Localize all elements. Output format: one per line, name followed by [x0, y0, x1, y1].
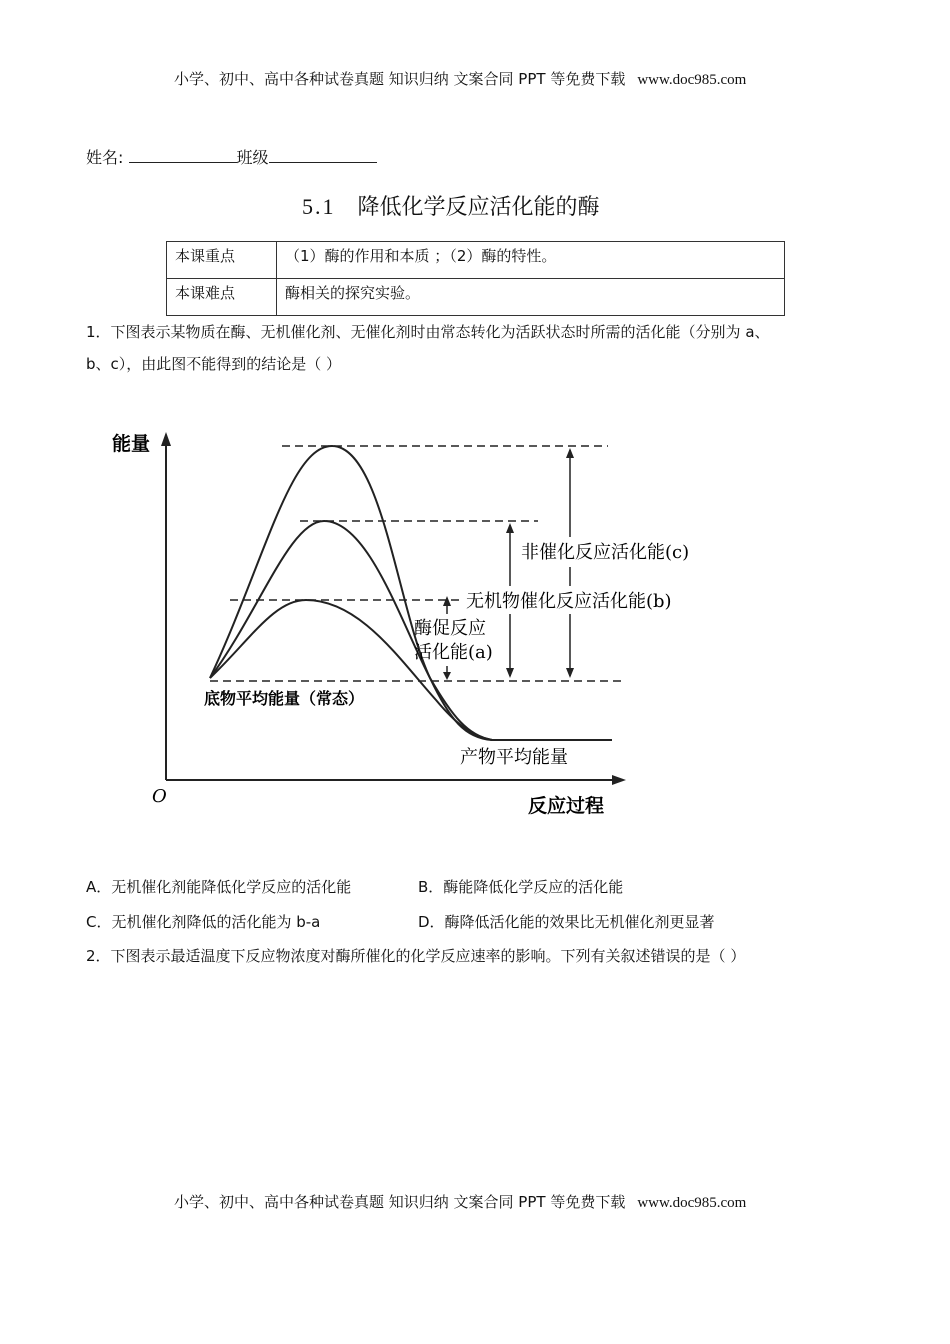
name-blank[interactable]	[129, 146, 237, 163]
header-text: 小学、初中、高中各种试卷真题 知识归纳 文案合同 PPT 等免费下载	[174, 70, 626, 88]
arrow-c-top-icon	[566, 448, 574, 458]
arrow-a-top-icon	[443, 596, 451, 606]
name-label: 姓名:	[86, 148, 124, 167]
footer-text: 小学、初中、高中各种试卷真题 知识归纳 文案合同 PPT 等免费下载	[174, 1193, 626, 1211]
class-blank[interactable]	[269, 146, 377, 163]
name-class-line	[86, 145, 377, 168]
arrow-b-bottom-icon	[506, 668, 514, 678]
arrow-b-top-icon	[506, 523, 514, 533]
activation-energy-figure	[100, 410, 690, 830]
label-a-line-1: 酶促反应	[414, 618, 486, 639]
option-d[interactable]: D．酶降低活化能的效果比无机催化剂更显著	[418, 913, 715, 931]
option-a[interactable]: A．无机催化剂能降低化学反应的活化能	[86, 878, 352, 896]
label-b: 无机物催化反应活化能(b)	[466, 591, 672, 612]
table-key: 本课难点	[167, 279, 277, 316]
label-a-line-2: 活化能(a)	[414, 642, 493, 663]
footer-site-link[interactable]: www.doc985.com	[637, 1195, 747, 1211]
x-axis-label: 反应过程	[528, 795, 605, 817]
origin-label: O	[152, 786, 167, 807]
question-2: 2．下图表示最适温度下反应物浓度对酶所催化的化学反应速率的影响。下列有关叙述错误的是（ ）	[86, 947, 746, 965]
question-1-line-2: b、c），由此图不能得到的结论是（ ）	[86, 355, 342, 373]
class-label: 班级	[236, 148, 269, 167]
title-number: 5.1	[302, 194, 336, 219]
option-b[interactable]: B．酶能降低化学反应的活化能	[418, 878, 624, 896]
label-c: 非催化反应活化能(c)	[521, 542, 690, 563]
question-1	[86, 316, 770, 380]
y-axis-arrow-icon	[161, 432, 171, 446]
y-axis-label: 能量	[112, 433, 151, 455]
page-header	[174, 68, 746, 89]
key-points-table	[166, 241, 785, 316]
header-site-link[interactable]: www.doc985.com	[637, 72, 747, 88]
table-row	[167, 242, 785, 279]
table-value: （1）酶的作用和本质 ；（2）酶的特性。	[277, 242, 785, 279]
option-c[interactable]: C．无机催化剂降低的活化能为 b-a	[86, 913, 321, 931]
table-key: 本课重点	[167, 242, 277, 279]
title-text: 降低化学反应活化能的酶	[357, 195, 600, 220]
table-row	[167, 279, 785, 316]
label-product: 产物平均能量	[460, 747, 568, 768]
table-value: 酶相关的探究实验。	[277, 279, 785, 316]
label-substrate: 底物平均能量（常态）	[204, 689, 365, 708]
x-axis-arrow-icon	[612, 775, 626, 785]
page-title	[302, 190, 600, 221]
arrow-c-bottom-icon	[566, 668, 574, 678]
page-footer	[174, 1191, 746, 1212]
question-1-line-1: 1．下图表示某物质在酶、无机催化剂、无催化剂时由常态转化为活跃状态时所需的活化能（分别为 a、	[86, 323, 770, 341]
arrow-a-bottom-icon	[443, 672, 451, 680]
